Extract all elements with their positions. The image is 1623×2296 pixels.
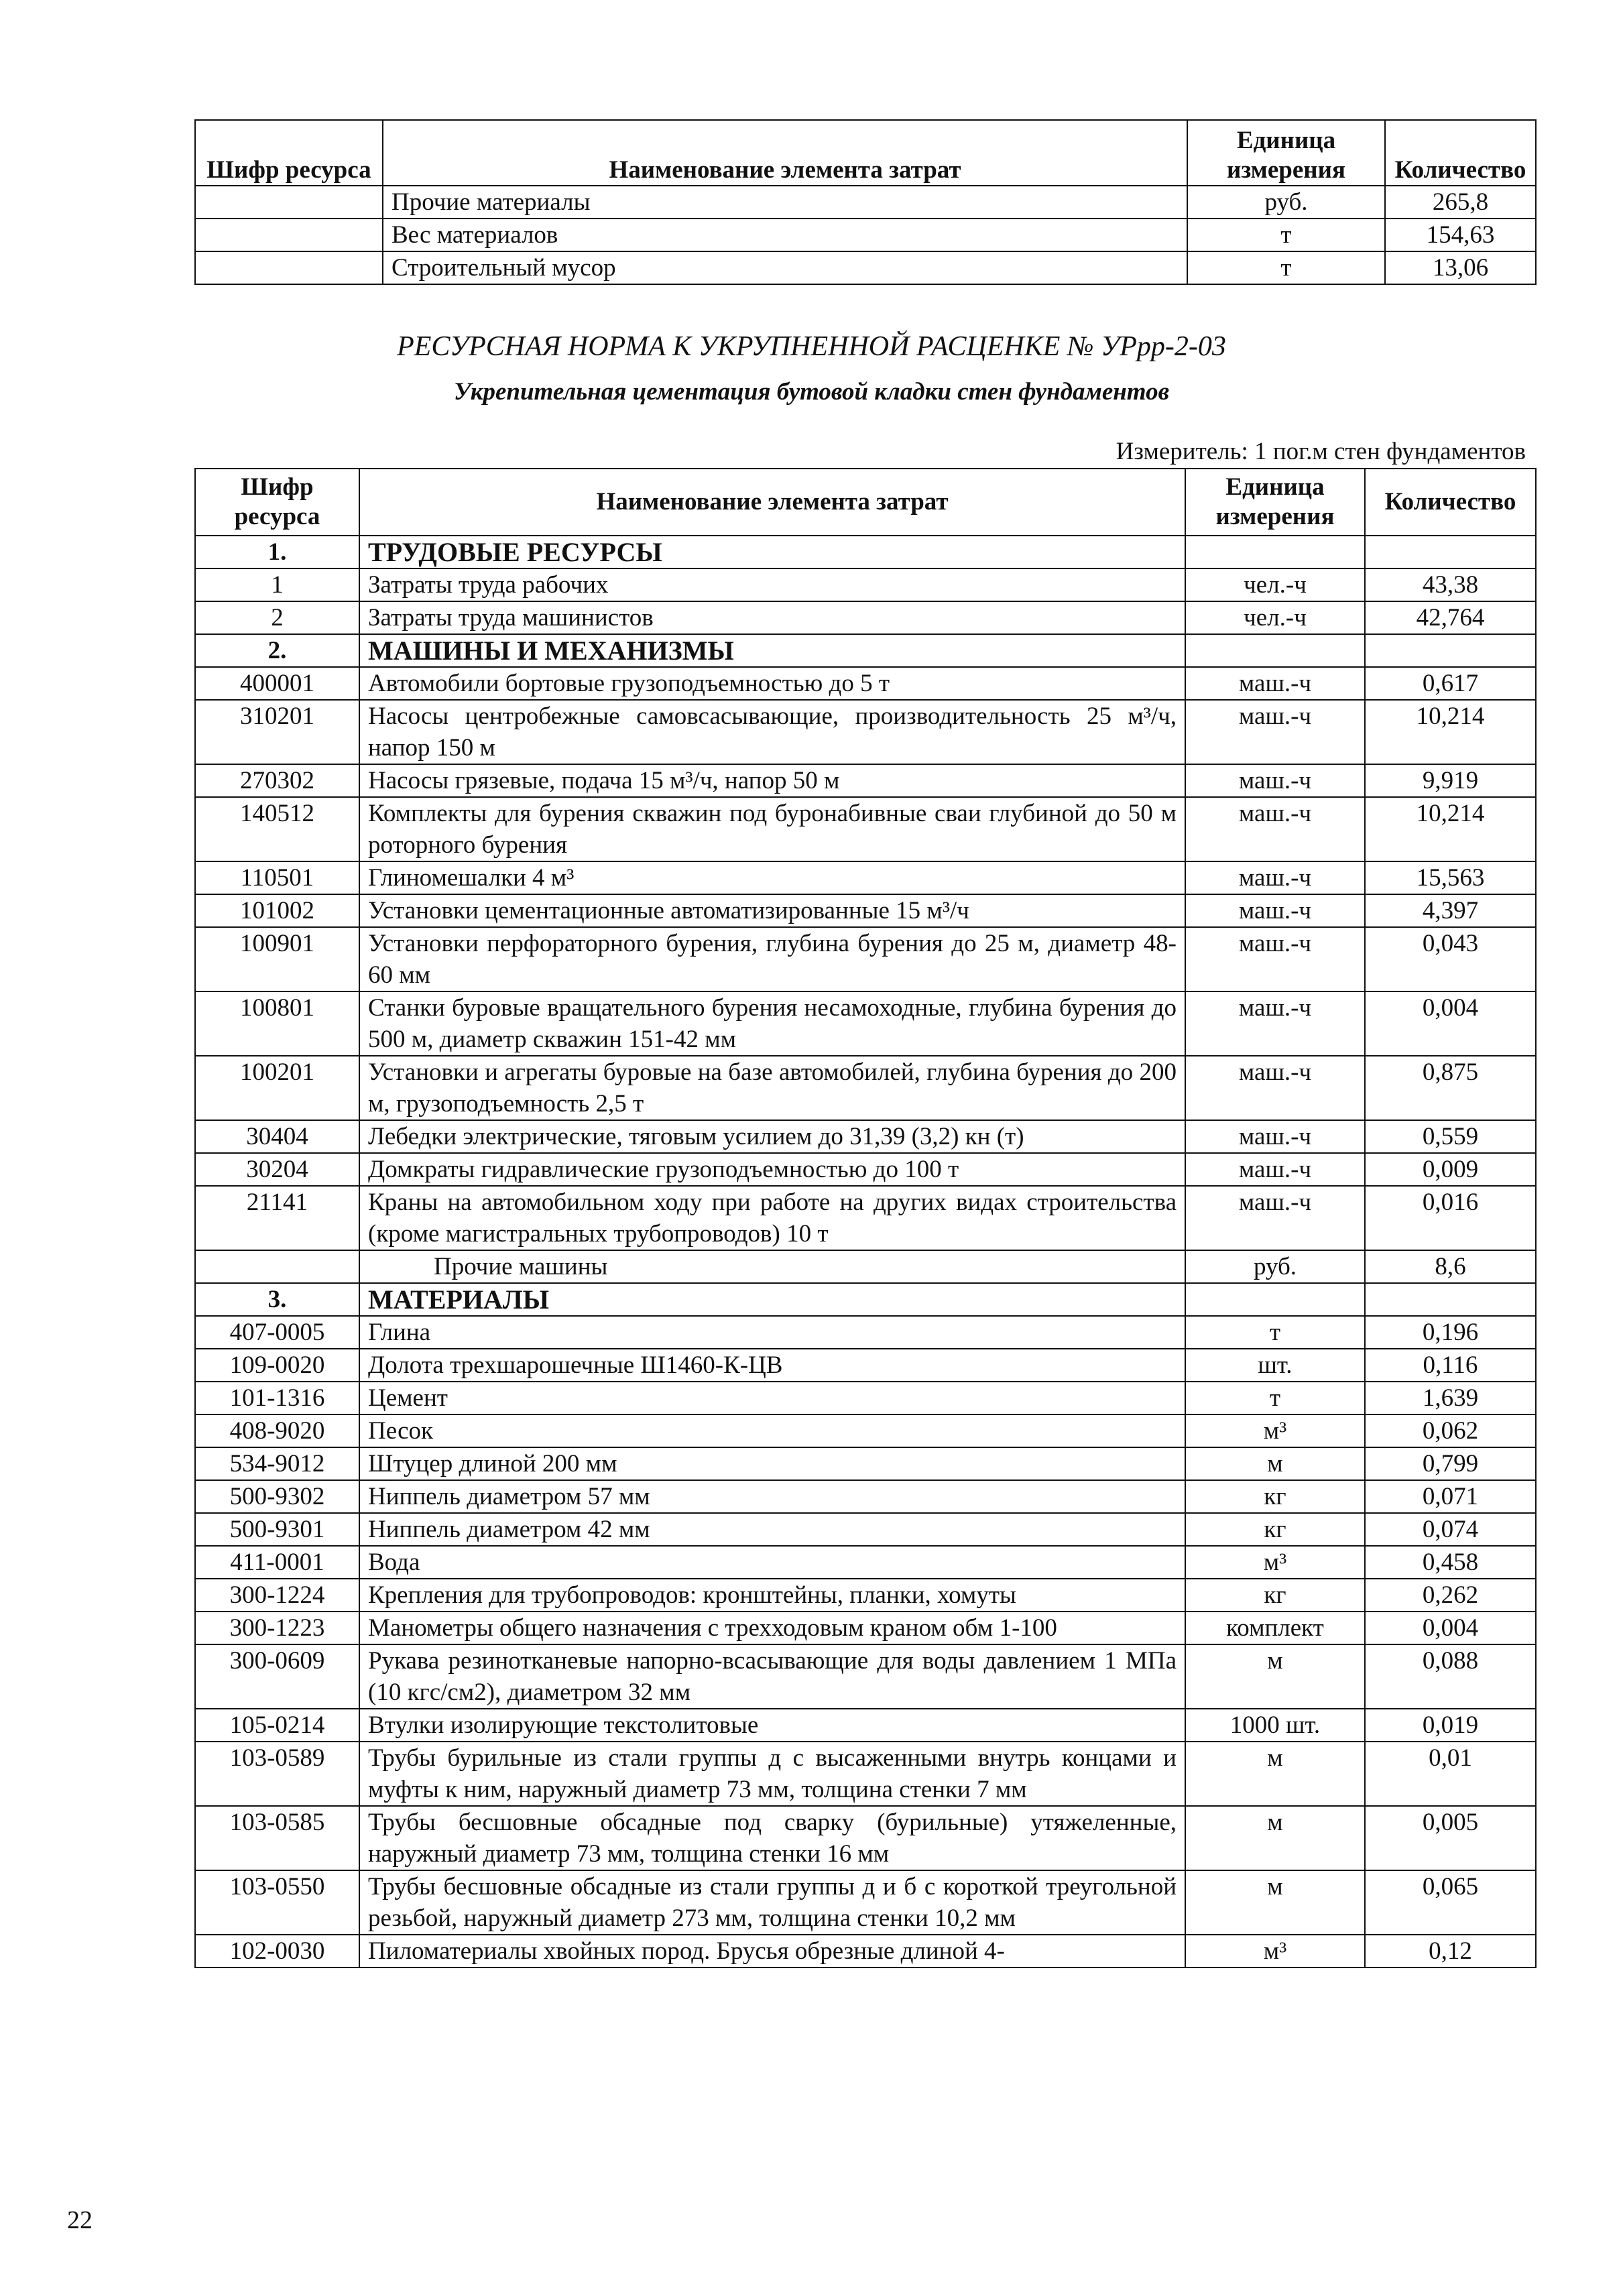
resource-quantity: 0,004 <box>1365 991 1536 1056</box>
resource-code: 3. <box>195 1283 359 1316</box>
resource-code: 407-0005 <box>195 1316 359 1349</box>
header-name: Наименование элемента затрат <box>359 469 1185 536</box>
resource-code <box>195 186 383 219</box>
resource-unit: маш.-ч <box>1185 991 1365 1056</box>
resource-unit: маш.-ч <box>1185 1120 1365 1153</box>
resource-quantity: 0,062 <box>1365 1414 1536 1447</box>
resource-code <box>195 219 383 251</box>
resource-quantity: 0,071 <box>1365 1480 1536 1513</box>
resource-quantity: 10,214 <box>1365 700 1536 764</box>
resource-name: Трубы бесшовные обсадные под сварку (бурильные) утяжеленные, наружный диаметр 73 мм, толщина стенки 16 мм <box>359 1806 1185 1870</box>
section-row <box>195 536 1536 568</box>
resource-name: Трубы бесшовные обсадные из стали группы д и б с короткой треугольной резьбой, наружный диаметр 273 мм, толщина стенки 10,2 мм <box>359 1870 1185 1935</box>
resource-quantity: 0,005 <box>1365 1806 1536 1870</box>
resource-unit: м³ <box>1185 1414 1365 1447</box>
resource-code: 30204 <box>195 1153 359 1186</box>
resource-code: 300-1224 <box>195 1579 359 1612</box>
table-row <box>195 1579 1536 1612</box>
resource-code: 101-1316 <box>195 1382 359 1414</box>
table-row <box>195 764 1536 797</box>
resource-quantity: 43,38 <box>1365 568 1536 601</box>
resource-unit <box>1185 634 1365 667</box>
resource-name: Прочие материалы <box>383 186 1187 219</box>
resource-quantity: 0,004 <box>1365 1612 1536 1644</box>
norm-subtitle: Укрепительная цементация бутовой кладки стен фундаментов <box>453 378 1170 406</box>
resource-quantity: 0,088 <box>1365 1644 1536 1709</box>
resource-code: 110501 <box>195 861 359 894</box>
table-row <box>195 1806 1536 1870</box>
header-code: Шифр ресурса <box>195 469 359 536</box>
resource-name: Ниппель диаметром 57 мм <box>359 1480 1185 1513</box>
resource-quantity <box>1365 634 1536 667</box>
resource-unit: маш.-ч <box>1185 1153 1365 1186</box>
resource-quantity: 0,016 <box>1365 1186 1536 1250</box>
resource-unit: кг <box>1185 1579 1365 1612</box>
resource-quantity: 0,617 <box>1365 667 1536 700</box>
resource-unit: руб. <box>1187 186 1385 219</box>
table-row <box>195 1546 1536 1579</box>
resource-unit: м³ <box>1185 1935 1365 1968</box>
resource-unit: 1000 шт. <box>1185 1709 1365 1742</box>
resource-name: Насосы центробежные самовсасывающие, производительность 25 м³/ч, напор 150 м <box>359 700 1185 764</box>
table-row <box>195 601 1536 634</box>
resource-name: Рукава резинотканевые напорно-всасывающие для воды давлением 1 МПа (10 кгс/см2), диаметром 32 мм <box>359 1644 1185 1709</box>
resource-quantity: 0,262 <box>1365 1579 1536 1612</box>
resource-name: МАТЕРИАЛЫ <box>359 1283 1185 1316</box>
resource-unit: м <box>1185 1806 1365 1870</box>
resource-quantity: 265,8 <box>1385 186 1536 219</box>
resource-quantity: 9,919 <box>1365 764 1536 797</box>
resource-quantity: 0,559 <box>1365 1120 1536 1153</box>
resource-name: Глиномешалки 4 м³ <box>359 861 1185 894</box>
table-row <box>195 797 1536 861</box>
resource-code: 1. <box>195 536 359 568</box>
resource-code: 300-0609 <box>195 1644 359 1709</box>
table-row <box>195 861 1536 894</box>
resource-code: 109-0020 <box>195 1349 359 1382</box>
table-row <box>195 1612 1536 1644</box>
resource-name: Установки и агрегаты буровые на базе автомобилей, глубина бурения до 200 м, грузоподъемность 2,5 т <box>359 1056 1185 1120</box>
resource-quantity: 42,764 <box>1365 601 1536 634</box>
resource-code: 101002 <box>195 894 359 927</box>
header-code: Шифр ресурса <box>195 120 383 186</box>
resource-name: Автомобили бортовые грузоподъемностью до 5 т <box>359 667 1185 700</box>
resource-code: 100801 <box>195 991 359 1056</box>
resource-code: 2. <box>195 634 359 667</box>
table-row <box>195 700 1536 764</box>
page-number: 22 <box>67 2206 93 2234</box>
table-row <box>195 219 1536 251</box>
resource-code: 2 <box>195 601 359 634</box>
resource-name: МАШИНЫ И МЕХАНИЗМЫ <box>359 634 1185 667</box>
resource-code: 1 <box>195 568 359 601</box>
resource-quantity: 0,009 <box>1365 1153 1536 1186</box>
resource-name: Лебедки электрические, тяговым усилием до 31,39 (3,2) кн (т) <box>359 1120 1185 1153</box>
resource-unit: т <box>1185 1316 1365 1349</box>
table-row <box>195 568 1536 601</box>
resource-code: 103-0585 <box>195 1806 359 1870</box>
resource-code: 21141 <box>195 1186 359 1250</box>
table-row <box>195 894 1536 927</box>
resource-unit: т <box>1187 219 1385 251</box>
resource-code: 105-0214 <box>195 1709 359 1742</box>
table-row <box>195 1709 1536 1742</box>
top-resource-table <box>194 119 1537 285</box>
resource-code: 310201 <box>195 700 359 764</box>
resource-code: 300-1223 <box>195 1612 359 1644</box>
resource-code: 140512 <box>195 797 359 861</box>
resource-code: 100901 <box>195 927 359 991</box>
resource-quantity: 0,458 <box>1365 1546 1536 1579</box>
resource-unit: комплект <box>1185 1612 1365 1644</box>
resource-quantity: 13,06 <box>1385 251 1536 284</box>
table-row <box>195 1250 1536 1283</box>
resource-name: Вода <box>359 1546 1185 1579</box>
resource-quantity: 0,875 <box>1365 1056 1536 1120</box>
resource-name: Краны на автомобильном ходу при работе на других видах строительства (кроме магистральных трубопроводов) 10 т <box>359 1186 1185 1250</box>
table-row <box>195 991 1536 1056</box>
resource-quantity: 1,639 <box>1365 1382 1536 1414</box>
resource-name: Домкраты гидравлические грузоподъемностью до 100 т <box>359 1153 1185 1186</box>
resource-unit: маш.-ч <box>1185 1056 1365 1120</box>
section-row <box>195 634 1536 667</box>
table-row <box>195 1153 1536 1186</box>
resource-quantity: 4,397 <box>1365 894 1536 927</box>
table-row <box>195 251 1536 284</box>
resource-quantity: 0,019 <box>1365 1709 1536 1742</box>
table-row <box>195 1935 1536 1968</box>
table-row <box>195 1382 1536 1414</box>
resource-unit: м <box>1185 1644 1365 1709</box>
resource-quantity: 0,196 <box>1365 1316 1536 1349</box>
resource-quantity <box>1365 1283 1536 1316</box>
table-row <box>195 1447 1536 1480</box>
resource-unit: маш.-ч <box>1185 1186 1365 1250</box>
resource-unit: кг <box>1185 1480 1365 1513</box>
resource-quantity: 0,799 <box>1365 1447 1536 1480</box>
resource-code: 270302 <box>195 764 359 797</box>
header-unit: Единица измерения <box>1187 120 1385 186</box>
resource-code: 411-0001 <box>195 1546 359 1579</box>
header-qty: Количество <box>1365 469 1536 536</box>
table-row <box>195 1349 1536 1382</box>
resource-name: Трубы бурильные из стали группы д с высаженными внутрь концами и муфты к ним, наружный диаметр 73 мм, толщина стенки 7 мм <box>359 1742 1185 1806</box>
measure-unit-note: Измеритель: 1 пог.м стен фундаментов <box>1116 438 1526 465</box>
resource-name: Строительный мусор <box>383 251 1187 284</box>
resource-name: Ниппель диаметром 42 мм <box>359 1513 1185 1546</box>
resource-code: 500-9302 <box>195 1480 359 1513</box>
resource-unit: маш.-ч <box>1185 894 1365 927</box>
table-row <box>195 1414 1536 1447</box>
resource-code: 100201 <box>195 1056 359 1120</box>
resource-unit: маш.-ч <box>1185 667 1365 700</box>
resource-quantity: 15,563 <box>1365 861 1536 894</box>
resource-name: Комплекты для бурения скважин под буронабивные сваи глубиной до 50 м роторного бурения <box>359 797 1185 861</box>
resource-name: Втулки изолирующие текстолитовые <box>359 1709 1185 1742</box>
table-row <box>195 1742 1536 1806</box>
resource-name: Песок <box>359 1414 1185 1447</box>
resource-unit: кг <box>1185 1513 1365 1546</box>
resource-quantity: 154,63 <box>1385 219 1536 251</box>
table-row <box>195 927 1536 991</box>
resource-unit: т <box>1185 1382 1365 1414</box>
header-qty: Количество <box>1385 120 1536 186</box>
resource-name: Пиломатериалы хвойных пород. Брусья обрезные длиной 4- <box>359 1935 1185 1968</box>
resource-quantity <box>1365 536 1536 568</box>
resource-unit: м <box>1185 1447 1365 1480</box>
resource-name: Долота трехшарошечные Ш1460-К-ЦВ <box>359 1349 1185 1382</box>
resource-name: Манометры общего назначения с трехходовым краном обм 1-100 <box>359 1612 1185 1644</box>
resource-unit: м³ <box>1185 1546 1365 1579</box>
resource-code: 30404 <box>195 1120 359 1153</box>
resource-code: 102-0030 <box>195 1935 359 1968</box>
table-row <box>195 1513 1536 1546</box>
table-row <box>195 1870 1536 1935</box>
table-row <box>195 1316 1536 1349</box>
resource-name: Вес материалов <box>383 219 1187 251</box>
table-row <box>195 1644 1536 1709</box>
resource-name: Затраты труда рабочих <box>359 568 1185 601</box>
resource-unit <box>1185 536 1365 568</box>
resource-code: 103-0550 <box>195 1870 359 1935</box>
resource-unit <box>1185 1283 1365 1316</box>
resource-unit: м <box>1185 1742 1365 1806</box>
resource-name: Глина <box>359 1316 1185 1349</box>
resource-quantity: 0,116 <box>1365 1349 1536 1382</box>
resource-unit: чел.-ч <box>1185 601 1365 634</box>
resource-name: Установки цементационные автоматизированные 15 м³/ч <box>359 894 1185 927</box>
table-row <box>195 1056 1536 1120</box>
resource-quantity: 10,214 <box>1365 797 1536 861</box>
table-row <box>195 1480 1536 1513</box>
resource-quantity: 0,01 <box>1365 1742 1536 1806</box>
resource-unit: маш.-ч <box>1185 927 1365 991</box>
resource-unit: маш.-ч <box>1185 797 1365 861</box>
resource-code: 103-0589 <box>195 1742 359 1806</box>
header-name: Наименование элемента затрат <box>383 120 1187 186</box>
resource-unit: шт. <box>1185 1349 1365 1382</box>
resource-code <box>195 1250 359 1283</box>
resource-code: 500-9301 <box>195 1513 359 1546</box>
resource-unit: руб. <box>1185 1250 1365 1283</box>
resource-name: Затраты труда машинистов <box>359 601 1185 634</box>
table-row <box>195 186 1536 219</box>
resource-unit: маш.-ч <box>1185 764 1365 797</box>
resource-name: ТРУДОВЫЕ РЕСУРСЫ <box>359 536 1185 568</box>
resource-code <box>195 251 383 284</box>
header-unit: Единица измерения <box>1185 469 1365 536</box>
resource-name: Насосы грязевые, подача 15 м³/ч, напор 50 м <box>359 764 1185 797</box>
resource-unit: маш.-ч <box>1185 700 1365 764</box>
resource-unit: чел.-ч <box>1185 568 1365 601</box>
resource-code: 408-9020 <box>195 1414 359 1447</box>
resource-quantity: 0,065 <box>1365 1870 1536 1935</box>
resource-name: Станки буровые вращательного бурения несамоходные, глубина бурения до 500 м, диаметр скважин 151-42 мм <box>359 991 1185 1056</box>
table-row <box>195 667 1536 700</box>
resource-quantity: 0,074 <box>1365 1513 1536 1546</box>
table-row <box>195 1186 1536 1250</box>
resource-quantity: 8,6 <box>1365 1250 1536 1283</box>
resource-name: Цемент <box>359 1382 1185 1414</box>
resource-unit: м <box>1185 1870 1365 1935</box>
resource-code: 400001 <box>195 667 359 700</box>
table-row <box>195 1120 1536 1153</box>
resource-unit: т <box>1187 251 1385 284</box>
resource-quantity: 0,12 <box>1365 1935 1536 1968</box>
resource-quantity: 0,043 <box>1365 927 1536 991</box>
norm-title: РЕСУРСНАЯ НОРМА К УКРУПНЕННОЙ РАСЦЕНКЕ № УРрр-2-03 <box>397 331 1226 362</box>
resource-name: Прочие машины <box>359 1250 1185 1283</box>
resource-name: Крепления для трубопроводов: кронштейны, планки, хомуты <box>359 1579 1185 1612</box>
resource-name: Штуцер длиной 200 мм <box>359 1447 1185 1480</box>
resource-code: 534-9012 <box>195 1447 359 1480</box>
resource-unit: маш.-ч <box>1185 861 1365 894</box>
section-row <box>195 1283 1536 1316</box>
resource-name: Установки перфораторного бурения, глубина бурения до 25 м, диаметр 48-60 мм <box>359 927 1185 991</box>
main-resource-table <box>194 468 1537 1968</box>
